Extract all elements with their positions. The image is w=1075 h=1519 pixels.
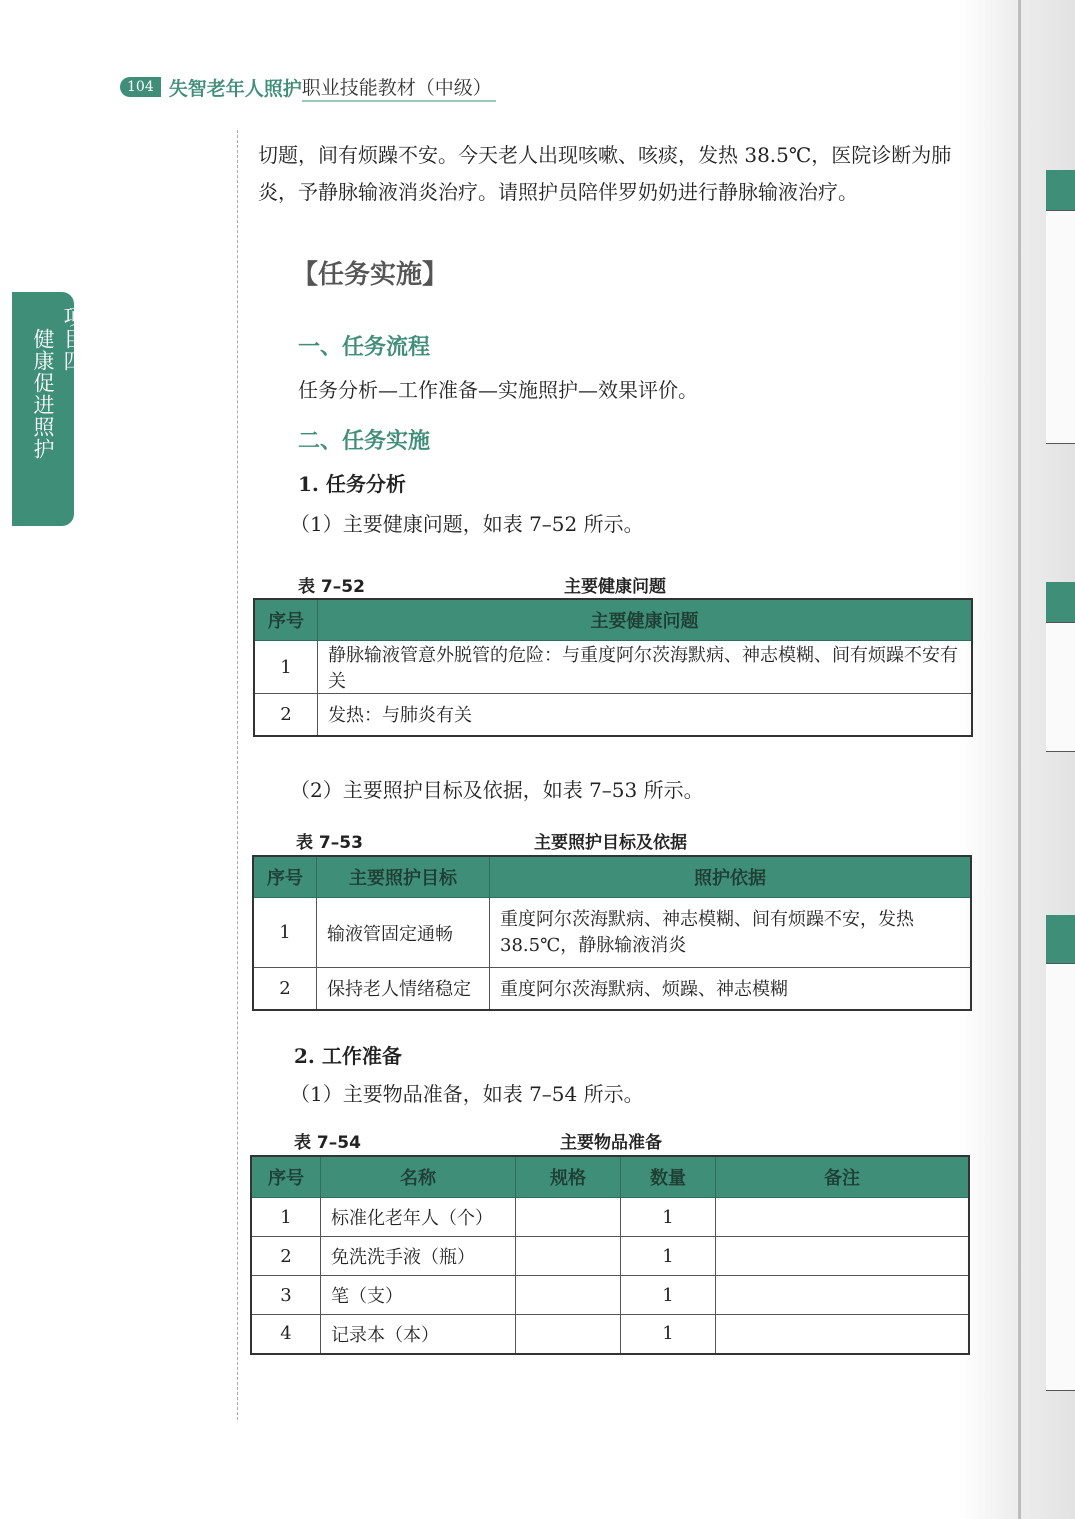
step-1-title: 1. 任务分析 [298, 472, 406, 496]
table-header-cell: 主要健康问题 [318, 599, 973, 641]
edge-table-strip [1046, 622, 1075, 752]
book-title-highlight: 失智老年人照护 [168, 77, 302, 100]
table-header-cell: 照护依据 [490, 856, 972, 898]
table-row [254, 694, 972, 736]
table-cell [716, 1276, 970, 1315]
edge-table-strip [1046, 963, 1075, 1391]
section-1-text: 任务分析—工作准备—实施照护—效果评价。 [298, 378, 698, 402]
page-edge-line [1018, 0, 1021, 1519]
intro-paragraph [258, 137, 980, 211]
table-cell: 2 [253, 968, 317, 1010]
table-row [251, 1237, 969, 1276]
table-cell: 标准化老年人（个） [321, 1198, 516, 1237]
table-52-caption: 主要健康问题 [564, 577, 666, 597]
margin-dashed-line [237, 130, 238, 1420]
table-cell [516, 1237, 621, 1276]
table-cell: 免洗洗手液（瓶） [321, 1237, 516, 1276]
table-cell: 1 [621, 1315, 716, 1354]
table-52-label: 表 7–52 [298, 577, 365, 597]
step-1-item-2: （2）主要照护目标及依据，如表 7–53 所示。 [290, 778, 704, 802]
table-cell: 1 [621, 1276, 716, 1315]
running-header [120, 74, 496, 100]
side-tab-topic: 健康促进照护 [31, 328, 55, 460]
table-cell: 保持老人情绪稳定 [317, 968, 490, 1010]
table-cell [516, 1276, 621, 1315]
table-cell: 1 [254, 641, 318, 694]
table-52 [253, 598, 973, 737]
table-cell: 1 [253, 898, 317, 968]
table-53-caption: 主要照护目标及依据 [534, 833, 687, 853]
table-cell: 1 [251, 1198, 321, 1237]
table-header-cell: 序号 [253, 856, 317, 898]
table-header-cell: 名称 [321, 1156, 516, 1198]
table-54-label: 表 7–54 [294, 1133, 361, 1153]
table-header-cell: 主要照护目标 [317, 856, 490, 898]
edge-tab [1046, 170, 1075, 210]
table-row [254, 641, 972, 694]
side-chapter-tab [12, 292, 85, 526]
table-cell [716, 1315, 970, 1354]
table-cell [516, 1198, 621, 1237]
task-heading: 【任务实施】 [292, 260, 449, 290]
table-header-cell: 序号 [254, 599, 318, 641]
table-cell: 2 [251, 1237, 321, 1276]
table-header-cell: 序号 [251, 1156, 321, 1198]
table-cell: 1 [621, 1237, 716, 1276]
table-header-cell: 数量 [621, 1156, 716, 1198]
table-row [253, 898, 971, 968]
table-cell: 发热：与肺炎有关 [318, 694, 973, 736]
page-number: 104 [120, 77, 161, 97]
table-cell: 输液管固定通畅 [317, 898, 490, 968]
edge-tab [1046, 582, 1075, 622]
step-2-title: 2. 工作准备 [294, 1044, 402, 1068]
section-title-2: 二、任务实施 [298, 429, 431, 454]
intro-line: 炎，予静脉输液消炎治疗。请照护员陪伴罗奶奶进行静脉输液治疗。 [258, 180, 858, 204]
table-cell [716, 1198, 970, 1237]
table-cell [516, 1315, 621, 1354]
table-cell: 记录本（本） [321, 1315, 516, 1354]
table-row [251, 1315, 969, 1354]
table-cell: 重度阿尔茨海默病、烦躁、神志模糊 [490, 968, 972, 1010]
table-54-caption: 主要物品准备 [560, 1133, 662, 1153]
table-cell: 1 [621, 1198, 716, 1237]
edge-table-strip [1046, 210, 1075, 444]
edge-tab [1046, 915, 1075, 963]
side-tab-project: 项目四 [61, 306, 85, 372]
section-title-1: 一、任务流程 [298, 335, 431, 360]
table-cell: 重度阿尔茨海默病、神志模糊、间有烦躁不安，发热 38.5℃，静脉输液消炎 [490, 898, 972, 968]
step-1-item-1: （1）主要健康问题，如表 7–52 所示。 [290, 512, 644, 536]
book-title-rest: 职业技能教材（中级） [302, 73, 496, 102]
step-2-item-1: （1）主要物品准备，如表 7–54 所示。 [290, 1082, 644, 1106]
table-cell: 3 [251, 1276, 321, 1315]
table-cell: 笔（支） [321, 1276, 516, 1315]
table-53 [252, 855, 972, 1011]
table-54 [250, 1155, 970, 1355]
table-cell: 2 [254, 694, 318, 736]
intro-line: 切题，间有烦躁不安。今天老人出现咳嗽、咳痰，发热 38.5℃，医院诊断为肺 [258, 143, 952, 167]
table-row [251, 1276, 969, 1315]
table-row [253, 968, 971, 1010]
table-cell: 4 [251, 1315, 321, 1354]
table-cell: 静脉输液管意外脱管的危险：与重度阿尔茨海默病、神志模糊、间有烦躁不安有关 [318, 641, 973, 694]
table-53-label: 表 7–53 [296, 833, 363, 853]
table-row [251, 1198, 969, 1237]
table-cell [716, 1237, 970, 1276]
table-header-cell: 备注 [716, 1156, 970, 1198]
table-header-cell: 规格 [516, 1156, 621, 1198]
